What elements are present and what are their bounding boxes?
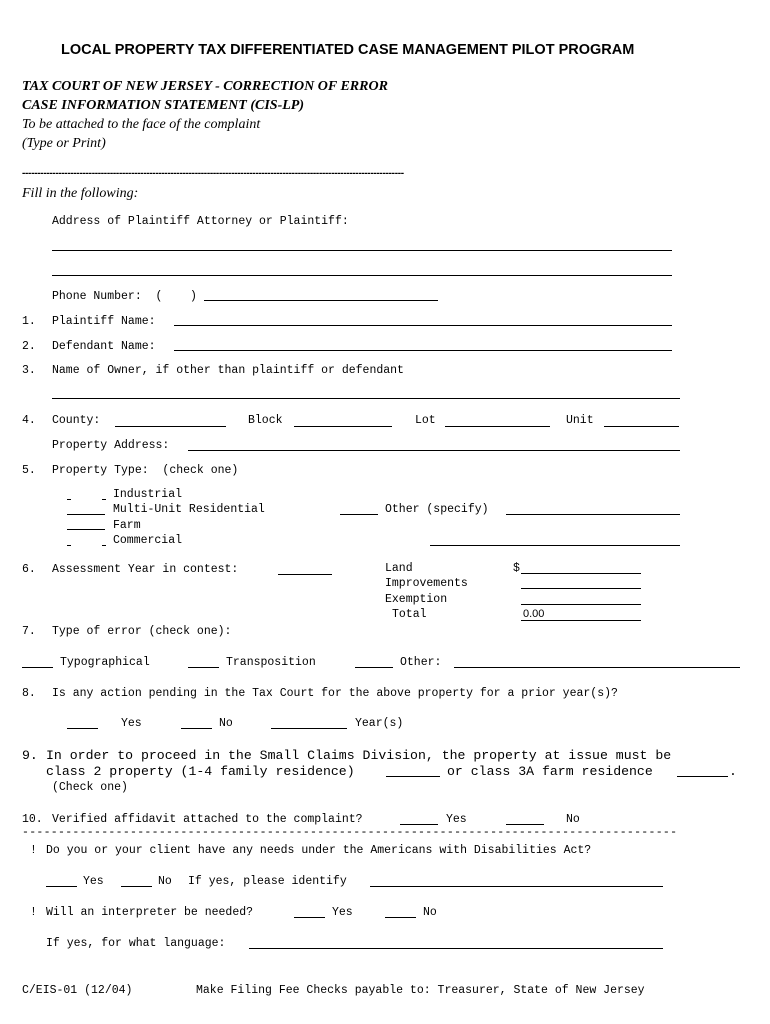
- affidavit-yes-label: Yes: [446, 813, 467, 826]
- farm-checkbox[interactable]: [67, 529, 105, 530]
- phone-input-line[interactable]: [204, 300, 438, 301]
- farm-option: Farm: [113, 519, 141, 532]
- section-dash-rule: -------------------------------------------------------------------------------------------: [22, 826, 678, 839]
- other-specify-input-line-2[interactable]: [430, 545, 680, 546]
- county-input-line[interactable]: [115, 426, 226, 427]
- pending-yes-label: Yes: [121, 717, 142, 730]
- pending-no-checkbox[interactable]: [181, 728, 212, 729]
- assessment-year-input-line[interactable]: [278, 574, 332, 575]
- interpreter-yes-label: Yes: [332, 906, 353, 919]
- land-label: Land: [385, 562, 413, 575]
- fill-in-label: Fill in the following:: [22, 186, 139, 201]
- item-number: 2.: [22, 340, 36, 353]
- plaintiff-input-line[interactable]: [174, 325, 672, 326]
- pending-question: Is any action pending in the Tax Court for the above property for a prior year(s)?: [52, 687, 618, 700]
- language-input-line[interactable]: [249, 948, 663, 949]
- pending-years-input-line[interactable]: [271, 728, 347, 729]
- affidavit-question: Verified affidavit attached to the complaint?: [52, 813, 363, 826]
- property-address-input-line[interactable]: [188, 450, 680, 451]
- affidavit-no-checkbox[interactable]: [506, 824, 544, 825]
- item-number: 4.: [22, 414, 36, 427]
- commercial-checkbox-end: [102, 545, 106, 546]
- ada-no-checkbox[interactable]: [121, 886, 152, 887]
- address-input-line-1[interactable]: [52, 250, 672, 251]
- form-id: C/EIS-01 (12/04): [22, 984, 133, 997]
- total-input-line: [521, 620, 641, 621]
- item-number: 6.: [22, 563, 36, 576]
- affidavit-no-label: No: [566, 813, 580, 826]
- pending-years-label: Year(s): [355, 717, 404, 730]
- transposition-checkbox[interactable]: [188, 667, 219, 668]
- ada-question: Do you or your client have any needs under the Americans with Disabilities Act?: [46, 844, 592, 857]
- small-claims-line-2a: class 2 property (1-4 family residence): [46, 764, 355, 779]
- class-2-checkbox[interactable]: [386, 776, 440, 777]
- lot-input-line[interactable]: [445, 426, 550, 427]
- pending-no-label: No: [219, 717, 233, 730]
- other-error-label: Other:: [400, 656, 442, 669]
- other-checkbox[interactable]: [340, 514, 378, 515]
- address-input-line-2[interactable]: [52, 275, 672, 276]
- exemption-input-line[interactable]: [521, 604, 641, 605]
- defendant-label: Defendant Name:: [52, 340, 156, 353]
- commercial-checkbox[interactable]: [67, 545, 71, 546]
- total-value: 0.00: [523, 608, 545, 620]
- county-label: County:: [52, 414, 101, 427]
- unit-input-line[interactable]: [604, 426, 679, 427]
- period: .: [729, 764, 737, 779]
- pending-yes-checkbox[interactable]: [67, 728, 98, 729]
- lot-label: Lot: [415, 414, 436, 427]
- item-number: 9.: [22, 748, 38, 763]
- land-input-line[interactable]: [521, 573, 641, 574]
- owner-input-line[interactable]: [52, 398, 680, 399]
- block-label: Block: [248, 414, 283, 427]
- plaintiff-label: Plaintiff Name:: [52, 315, 156, 328]
- other-error-input-line[interactable]: [454, 667, 740, 668]
- industrial-option: Industrial: [113, 488, 183, 501]
- ada-identify-input-line[interactable]: [370, 886, 663, 887]
- court-line: TAX COURT OF NEW JERSEY - CORRECTION OF ERROR: [22, 79, 388, 94]
- improvements-input-line[interactable]: [521, 588, 641, 589]
- item-number: 1.: [22, 315, 36, 328]
- class-3a-checkbox[interactable]: [677, 776, 728, 777]
- interpreter-no-label: No: [423, 906, 437, 919]
- typographical-checkbox[interactable]: [22, 667, 53, 668]
- type-note: (Type or Print): [22, 136, 106, 151]
- item-number: 3.: [22, 364, 36, 377]
- affidavit-yes-checkbox[interactable]: [400, 824, 438, 825]
- unit-label: Unit: [566, 414, 594, 427]
- program-title: LOCAL PROPERTY TAX DIFFERENTIATED CASE MANAGEMENT PILOT PROGRAM: [61, 42, 635, 58]
- property-type-label: Property Type: (check one): [52, 464, 239, 477]
- typographical-option: Typographical: [60, 656, 150, 669]
- interpreter-bullet: !: [30, 906, 37, 919]
- address-label: Address of Plaintiff Attorney or Plaintiff:: [52, 215, 349, 228]
- header-dash-rule: ------------------------------------------------------------------------------------------------------------------------------: [22, 168, 404, 179]
- ada-yes-checkbox[interactable]: [46, 886, 77, 887]
- defendant-input-line[interactable]: [174, 350, 672, 351]
- attach-note: To be attached to the face of the complaint: [22, 117, 261, 132]
- interpreter-question: Will an interpreter be needed?: [46, 906, 254, 919]
- check-one-note: (Check one): [52, 781, 128, 794]
- total-label: Total: [392, 608, 427, 621]
- currency-symbol: $: [513, 562, 520, 575]
- language-label: If yes, for what language:: [46, 937, 226, 950]
- error-type-label: Type of error (check one):: [52, 625, 232, 638]
- small-claims-line-2b: or class 3A farm residence: [447, 764, 653, 779]
- exemption-label: Exemption: [385, 593, 448, 606]
- ada-bullet: !: [30, 844, 37, 857]
- transposition-option: Transposition: [226, 656, 316, 669]
- small-claims-line-1: In order to proceed in the Small Claims Division, the property at issue must be: [46, 748, 672, 763]
- phone-label: Phone Number: ( ): [52, 290, 197, 303]
- interpreter-yes-checkbox[interactable]: [294, 917, 325, 918]
- commercial-option: Commercial: [113, 534, 183, 547]
- item-number: 7.: [22, 625, 36, 638]
- property-address-label: Property Address:: [52, 439, 170, 452]
- ada-no-label: No: [158, 875, 172, 888]
- industrial-checkbox[interactable]: [67, 499, 71, 500]
- ada-identify-label: If yes, please identify: [188, 875, 347, 888]
- block-input-line[interactable]: [294, 426, 392, 427]
- interpreter-no-checkbox[interactable]: [385, 917, 416, 918]
- improvements-label: Improvements: [385, 577, 468, 590]
- ada-yes-label: Yes: [83, 875, 104, 888]
- other-error-checkbox[interactable]: [355, 667, 393, 668]
- other-specify-label: Other (specify): [385, 503, 489, 516]
- payable-note: Make Filing Fee Checks payable to: Treasurer, State of New Jersey: [196, 984, 645, 997]
- multi-unit-option: Multi-Unit Residential: [113, 503, 265, 516]
- multi-unit-checkbox[interactable]: [67, 514, 105, 515]
- assessment-year-label: Assessment Year in contest:: [52, 563, 239, 576]
- other-specify-input-line[interactable]: [506, 514, 680, 515]
- item-number: 8.: [22, 687, 36, 700]
- statement-line: CASE INFORMATION STATEMENT (CIS-LP): [22, 98, 305, 113]
- owner-label: Name of Owner, if other than plaintiff or defendant: [52, 364, 404, 377]
- item-number: 10.: [22, 813, 43, 826]
- item-number: 5.: [22, 464, 36, 477]
- industrial-checkbox-end: [102, 499, 106, 500]
